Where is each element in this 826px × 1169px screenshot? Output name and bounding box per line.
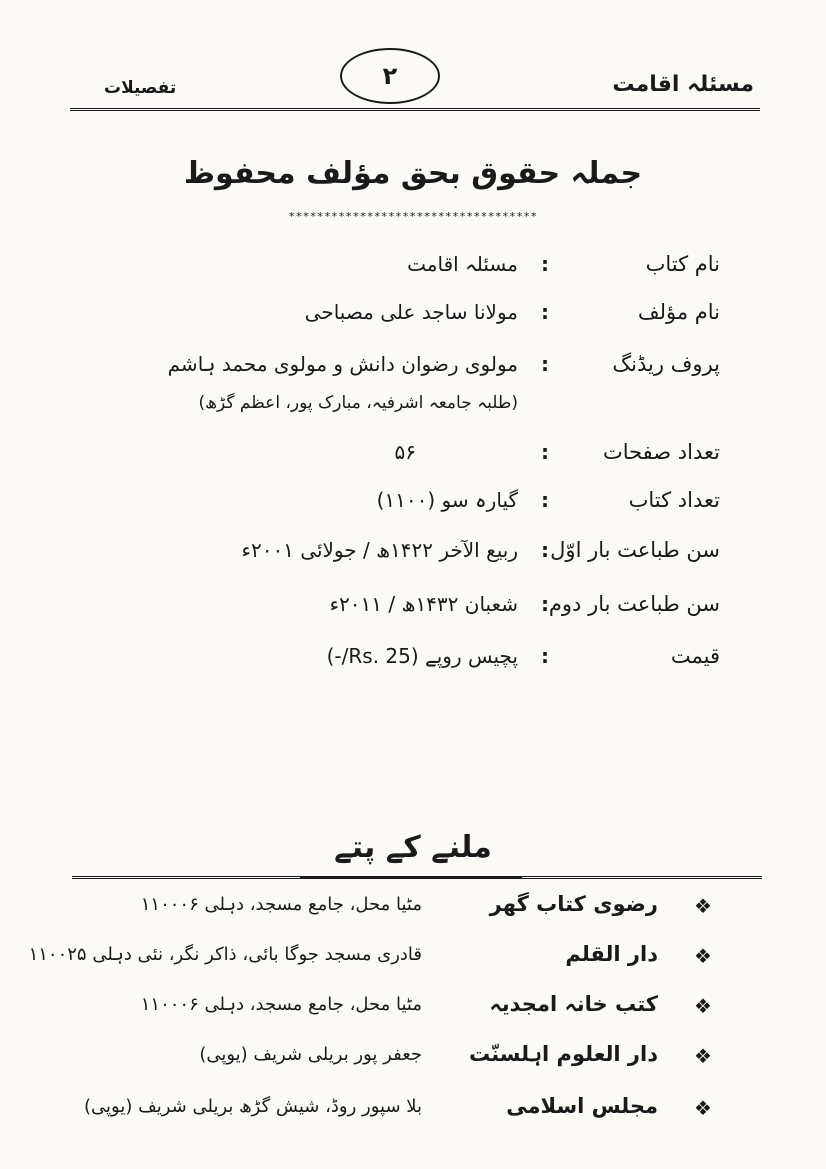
distributor-name: رضوی کتاب گھر (489, 892, 658, 916)
header-book-title: مسئلہ اقامت (612, 72, 754, 97)
detail-value: ۵۶ (394, 440, 416, 464)
detail-value: مسئلہ اقامت (407, 252, 518, 276)
diamond-bullet-icon: ❖ (694, 894, 712, 918)
detail-colon: : (541, 644, 549, 668)
distributor-row (0, 1042, 826, 1086)
header-rule (70, 108, 760, 111)
distributors-title (0, 830, 826, 865)
detail-colon: : (541, 352, 549, 376)
detail-label: سن طباعت بار اوّل (550, 538, 720, 562)
page-number: ۲ (382, 62, 398, 90)
detail-label: نام مؤلف (637, 300, 720, 324)
distributor-row (0, 1094, 826, 1138)
copyright-title: جملہ حقوق بحق مؤلف محفوظ (183, 156, 643, 191)
distributor-name: مجلس اسلامی (506, 1094, 658, 1118)
detail-row-proofreading (0, 352, 826, 413)
star-separator: *********************************** (288, 210, 538, 223)
distributor-address: مٹیا محل، جامع مسجد، دہلی ۱۱۰۰۰۶ (140, 894, 422, 915)
detail-value: شعبان ۱۴۳۲ھ / ۲۰۱۱ء (329, 592, 518, 616)
detail-row-book-name (0, 252, 826, 292)
distributor-name: کتب خانہ امجدیہ (489, 992, 658, 1016)
distributor-row (0, 942, 826, 986)
detail-colon: : (541, 488, 549, 512)
page-number-oval (340, 48, 440, 104)
detail-value: ربیع الآخر ۱۴۲۲ھ / جولائی ۲۰۰۱ء (241, 538, 518, 562)
detail-label: تعداد کتاب (628, 488, 720, 512)
diamond-bullet-icon: ❖ (694, 994, 712, 1018)
detail-value: مولوی رضوان دانش و مولوی محمد ہاشم (167, 352, 518, 376)
detail-label: سن طباعت بار دوم (548, 592, 720, 616)
detail-row-pages (0, 440, 826, 480)
diamond-bullet-icon: ❖ (694, 1096, 712, 1120)
detail-colon: : (541, 440, 549, 464)
distributors-title-text: ملنے کے پتے (334, 830, 492, 865)
detail-colon: : (541, 252, 549, 276)
distributor-row (0, 892, 826, 936)
detail-label: نام کتاب (645, 252, 720, 276)
detail-row-price (0, 644, 826, 684)
detail-value: گیارہ سو (۱۱۰۰) (376, 488, 518, 512)
detail-row-copies (0, 488, 826, 528)
detail-value: مولانا ساجد علی مصباحی (304, 300, 518, 324)
detail-value-secondary: (طلبہ جامعہ اشرفیہ، مبارک پور، اعظم گڑھ) (198, 393, 518, 413)
detail-label: پروف ریڈنگ (612, 352, 720, 376)
detail-row-first-edition (0, 538, 826, 578)
detail-colon: : (541, 592, 549, 616)
header-section: تفصیلات (104, 78, 177, 98)
detail-row-author (0, 300, 826, 340)
detail-colon: : (541, 538, 549, 562)
distributors-rule (72, 876, 762, 879)
distributor-address: جعفر پور بریلی شریف (یوپی) (199, 1044, 422, 1065)
distributor-row (0, 992, 826, 1036)
detail-row-second-edition (0, 592, 826, 632)
detail-colon: : (541, 300, 549, 324)
diamond-bullet-icon: ❖ (694, 1044, 712, 1068)
distributor-address: بلا سپور روڈ، شیش گڑھ بریلی شریف (یوپی) (84, 1096, 422, 1117)
detail-label: قیمت (670, 644, 720, 668)
distributor-address: قادری مسجد جوگا بائی، ذاکر نگر، نئی دہلی ۱۱۰۰۲۵ (28, 944, 422, 965)
distributor-name: دار العلوم اہلسنّت (469, 1042, 658, 1066)
detail-label: تعداد صفحات (602, 440, 720, 464)
distributor-name: دار القلم (565, 942, 658, 966)
distributor-address: مٹیا محل، جامع مسجد، دہلی ۱۱۰۰۰۶ (140, 994, 422, 1015)
diamond-bullet-icon: ❖ (694, 944, 712, 968)
detail-value: پچیس روپے (Rs. 25/-) (326, 644, 518, 668)
